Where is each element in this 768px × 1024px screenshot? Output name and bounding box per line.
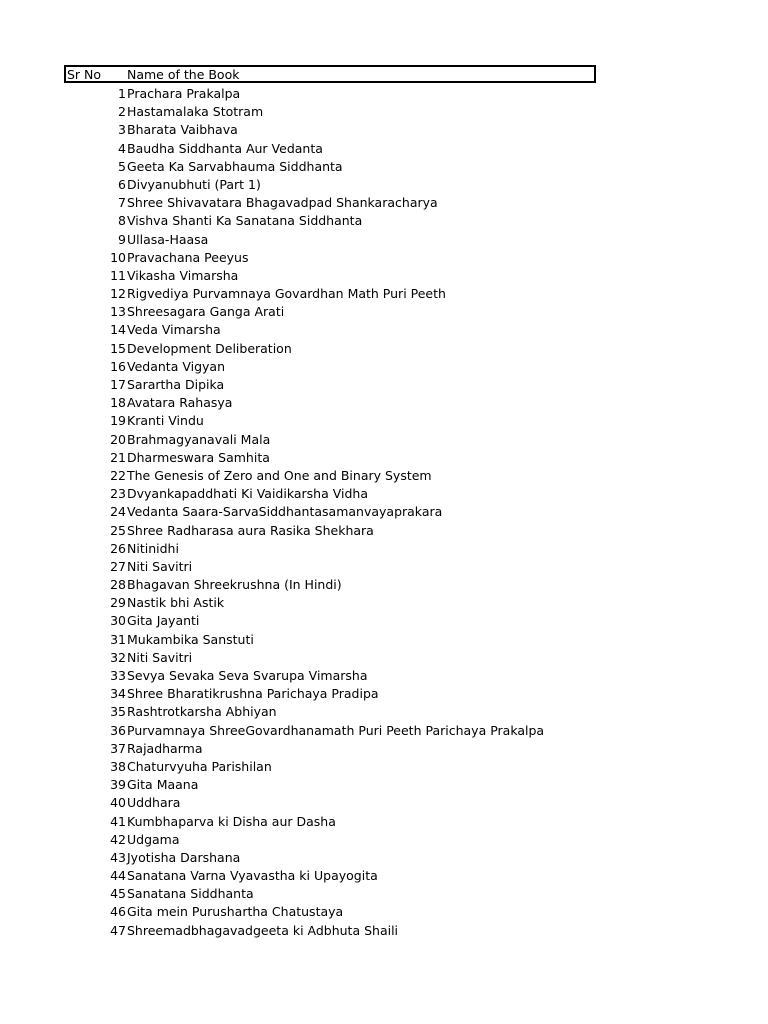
book-title: Jyotisha Darshana [127,849,241,865]
book-title: Divyanubhuti (Part 1) [127,176,261,192]
book-list [64,85,624,940]
table-row[interactable] [64,340,624,358]
table-row[interactable] [64,758,624,776]
row-number: 31 [110,631,126,647]
row-number: 1 [118,86,126,101]
row-number: 5 [118,158,126,174]
book-title: Vedanta Saara-SarvaSiddhantasamanvayaprakara [127,504,443,520]
table-row[interactable] [64,649,624,667]
table-row[interactable] [64,740,624,758]
row-number: 46 [110,904,126,920]
table-row[interactable] [64,522,624,540]
book-title: Ullasa-Haasa [127,231,209,247]
table-row[interactable] [64,194,624,212]
book-title: Bhagavan Shreekrushna (In Hindi) [127,577,342,593]
book-title: Development Deliberation [127,340,292,356]
row-number: 40 [110,795,126,811]
row-number: 24 [110,504,126,520]
table-row[interactable] [64,485,624,503]
table-row[interactable] [64,558,624,576]
book-title: The Genesis of Zero and One and Binary System [127,467,432,483]
row-number: 9 [118,231,126,247]
book-title: Rashtrotkarsha Abhiyan [127,704,277,720]
book-title: Baudha Siddhanta Aur Vedanta [127,140,323,156]
book-title: Rigvediya Purvamnaya Govardhan Math Puri Peeth [127,286,446,302]
book-title: Vedanta Vigyan [127,358,225,374]
row-number: 19 [110,413,126,429]
book-title: Avatara Rahasya [127,395,233,411]
table-row[interactable] [64,176,624,194]
table-row[interactable] [64,249,624,267]
row-number: 22 [110,467,126,483]
row-number: 6 [118,176,126,192]
table-row[interactable] [64,212,624,230]
row-number: 26 [110,540,126,556]
book-title: Geeta Ka Sarvabhauma Siddhanta [127,158,343,174]
table-row[interactable] [64,813,624,831]
row-number: 20 [110,431,126,447]
table-row[interactable] [64,631,624,649]
row-number: 12 [110,286,126,302]
book-title: Prachara Prakalpa [127,86,241,101]
table-row[interactable] [64,576,624,594]
book-title: Gita Jayanti [127,613,200,629]
table-row[interactable] [64,922,624,940]
header-book-name: Name of the Book [127,67,240,82]
table-row[interactable] [64,612,624,630]
row-number: 8 [118,213,126,229]
row-number: 36 [110,722,126,738]
row-number: 17 [110,377,126,392]
book-title: Gita mein Purushartha Chatustaya [127,904,344,920]
table-row[interactable] [64,103,624,121]
row-number: 23 [110,486,126,502]
book-title: Shreemadbhagavadgeeta ki Adbhuta Shaili [127,922,399,938]
table-row[interactable] [64,831,624,849]
row-number: 37 [110,740,126,756]
book-title: Shree Radharasa aura Rasika Shekhara [127,522,374,538]
table-row[interactable] [64,358,624,376]
book-title: Dharmeswara Samhita [127,449,270,465]
table-row[interactable] [64,722,624,740]
row-number: 42 [110,831,126,847]
book-title: Sevya Sevaka Seva Svarupa Vimarsha [127,668,368,683]
book-title: Hastamalaka Stotram [127,104,264,120]
row-number: 34 [110,686,126,702]
row-number: 3 [118,122,126,138]
table-row[interactable] [64,467,624,485]
book-title: Mukambika Sanstuti [127,631,254,647]
table-row[interactable] [64,703,624,721]
table-row[interactable] [64,267,624,285]
table-row[interactable] [64,776,624,794]
table-row[interactable] [64,231,624,249]
row-number: 11 [110,267,126,283]
row-number: 25 [110,522,126,538]
row-number: 28 [110,577,126,593]
table-row[interactable] [64,594,624,612]
row-number: 45 [110,886,126,902]
row-number: 14 [110,322,126,338]
table-row[interactable] [64,449,624,467]
book-title: Shreesagara Ganga Arati [127,304,285,320]
table-row[interactable] [64,431,624,449]
table-row[interactable] [64,867,624,885]
book-title: Kumbhaparva ki Disha aur Dasha [127,813,336,829]
table-row[interactable] [64,285,624,303]
row-number: 39 [110,777,126,793]
book-title: Sanatana Siddhanta [127,886,254,902]
book-title: Sanatana Varna Vyavastha ki Upayogita [127,868,378,884]
book-title: Rajadharma [127,740,203,756]
row-number: 27 [110,558,126,574]
row-number: 15 [110,340,126,356]
table-row[interactable] [64,903,624,921]
book-title: Vishva Shanti Ka Sanatana Siddhanta [127,213,363,229]
row-number: 32 [110,649,126,665]
row-number: 18 [110,395,126,411]
table-row[interactable] [64,158,624,176]
book-title: Sarartha Dipika [127,377,225,392]
row-number: 16 [110,358,126,374]
book-title: Nastik bhi Astik [127,595,225,611]
row-number: 13 [110,304,126,320]
row-number: 10 [110,249,126,265]
table-row[interactable] [64,394,624,412]
book-title: Vikasha Vimarsha [127,267,239,283]
row-number: 38 [110,758,126,774]
table-row[interactable] [64,685,624,703]
book-title: Pravachana Peeyus [127,249,249,265]
table-row[interactable] [64,503,624,521]
row-number: 44 [110,868,126,884]
book-title: Bharata Vaibhava [127,122,238,138]
table-row[interactable] [64,121,624,139]
table-row[interactable] [64,885,624,903]
row-number: 41 [110,813,126,829]
book-title: Dvyankapaddhati Ki Vaidikarsha Vidha [127,486,368,502]
table-row[interactable] [64,540,624,558]
book-title: Nitinidhi [127,540,179,556]
row-number: 47 [110,922,126,938]
book-title: Uddhara [127,795,181,811]
book-title: Purvamnaya ShreeGovardhanamath Puri Peeth Parichaya Prakalpa [127,722,545,738]
book-title: Niti Savitri [127,649,193,665]
row-number: 43 [110,849,126,865]
row-number: 4 [118,140,126,156]
table-row[interactable] [64,412,624,430]
table-row[interactable] [64,85,624,103]
table-row[interactable] [64,303,624,321]
row-number: 30 [110,613,126,629]
row-number: 29 [110,595,126,611]
book-title: Gita Maana [127,777,199,793]
book-title: Niti Savitri [127,558,193,574]
book-title: Shree Bharatikrushna Parichaya Pradipa [127,686,379,702]
table-row[interactable] [64,849,624,867]
table-row[interactable] [64,321,624,339]
book-title: Chaturvyuha Parishilan [127,758,272,774]
row-number: 7 [118,195,126,211]
row-number: 35 [110,704,126,720]
table-row[interactable] [64,667,624,685]
header-row[interactable] [64,65,596,83]
table-row[interactable] [64,376,624,394]
row-number: 33 [110,668,126,683]
row-number: 2 [118,104,126,120]
table-row[interactable] [64,140,624,158]
book-title: Kranti Vindu [127,413,204,429]
row-number: 21 [110,449,126,465]
table-row[interactable] [64,794,624,812]
header-sr-no: Sr No [67,67,102,82]
book-title: Veda Vimarsha [127,322,221,338]
book-title: Shree Shivavatara Bhagavadpad Shankaracharya [127,195,438,211]
book-title: Brahmagyanavali Mala [127,431,271,447]
book-title: Udgama [127,831,180,847]
